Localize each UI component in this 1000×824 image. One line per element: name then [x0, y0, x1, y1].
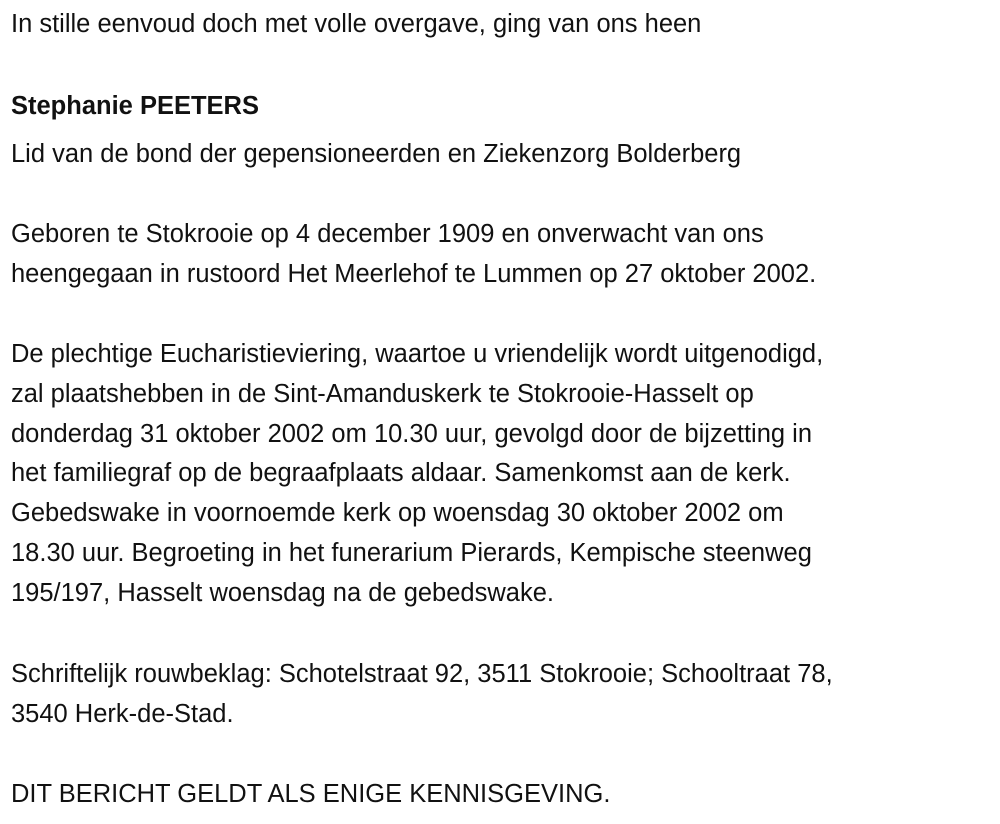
- text-line: Gebedswake in voornoemde kerk op woensdag 30 oktober 2002 om: [11, 499, 784, 528]
- text-line: het familiegraf op de begraafplaats aldaar. Samenkomst aan de kerk.: [11, 459, 791, 488]
- text-line: heengegaan in rustoord Het Meerlehof te Lummen op 27 oktober 2002.: [11, 259, 817, 288]
- condolences-paragraph: [11, 655, 833, 735]
- text-line: Geboren te Stokrooie op 4 december 1909 en onverwacht van ons: [11, 220, 764, 248]
- text-line: 3540 Herk-de-Stad.: [11, 699, 234, 728]
- text-line: zal plaatshebben in de Sint-Amanduskerk te Stokrooie-Hasselt op: [11, 379, 754, 408]
- membership-block: [11, 135, 741, 175]
- closing-line: DIT BERICHT GELDT ALS ENIGE KENNISGEVING.: [11, 780, 611, 808]
- membership-line: Lid van de bond der gepensioneerden en Ziekenzorg Bolderberg: [11, 140, 742, 168]
- text-line: 195/197, Hasselt woensdag na de gebedswake.: [11, 578, 554, 607]
- intro-text: [11, 5, 701, 45]
- text-line: Schriftelijk rouwbeklag: Schotelstraat 92, 3511 Stokrooie; Schooltraat 78,: [11, 660, 833, 688]
- deceased-name: Stephanie PEETERS: [11, 92, 259, 120]
- text-line: donderdag 31 oktober 2002 om 10.30 uur, gevolgd door de bijzetting in: [11, 419, 813, 448]
- text-line: 18.30 uur. Begroeting in het funerarium Pierards, Kempische steenweg: [11, 538, 812, 567]
- closing-notice: [11, 775, 610, 815]
- intro-line: In stille eenvoud doch met volle overgave, ging van ons heen: [11, 10, 702, 38]
- birth-death-paragraph: [11, 215, 816, 295]
- deceased-name-block: [11, 87, 259, 127]
- service-paragraph: [11, 335, 823, 614]
- text-line: De plechtige Eucharistieviering, waartoe u vriendelijk wordt uitgenodigd,: [11, 340, 824, 368]
